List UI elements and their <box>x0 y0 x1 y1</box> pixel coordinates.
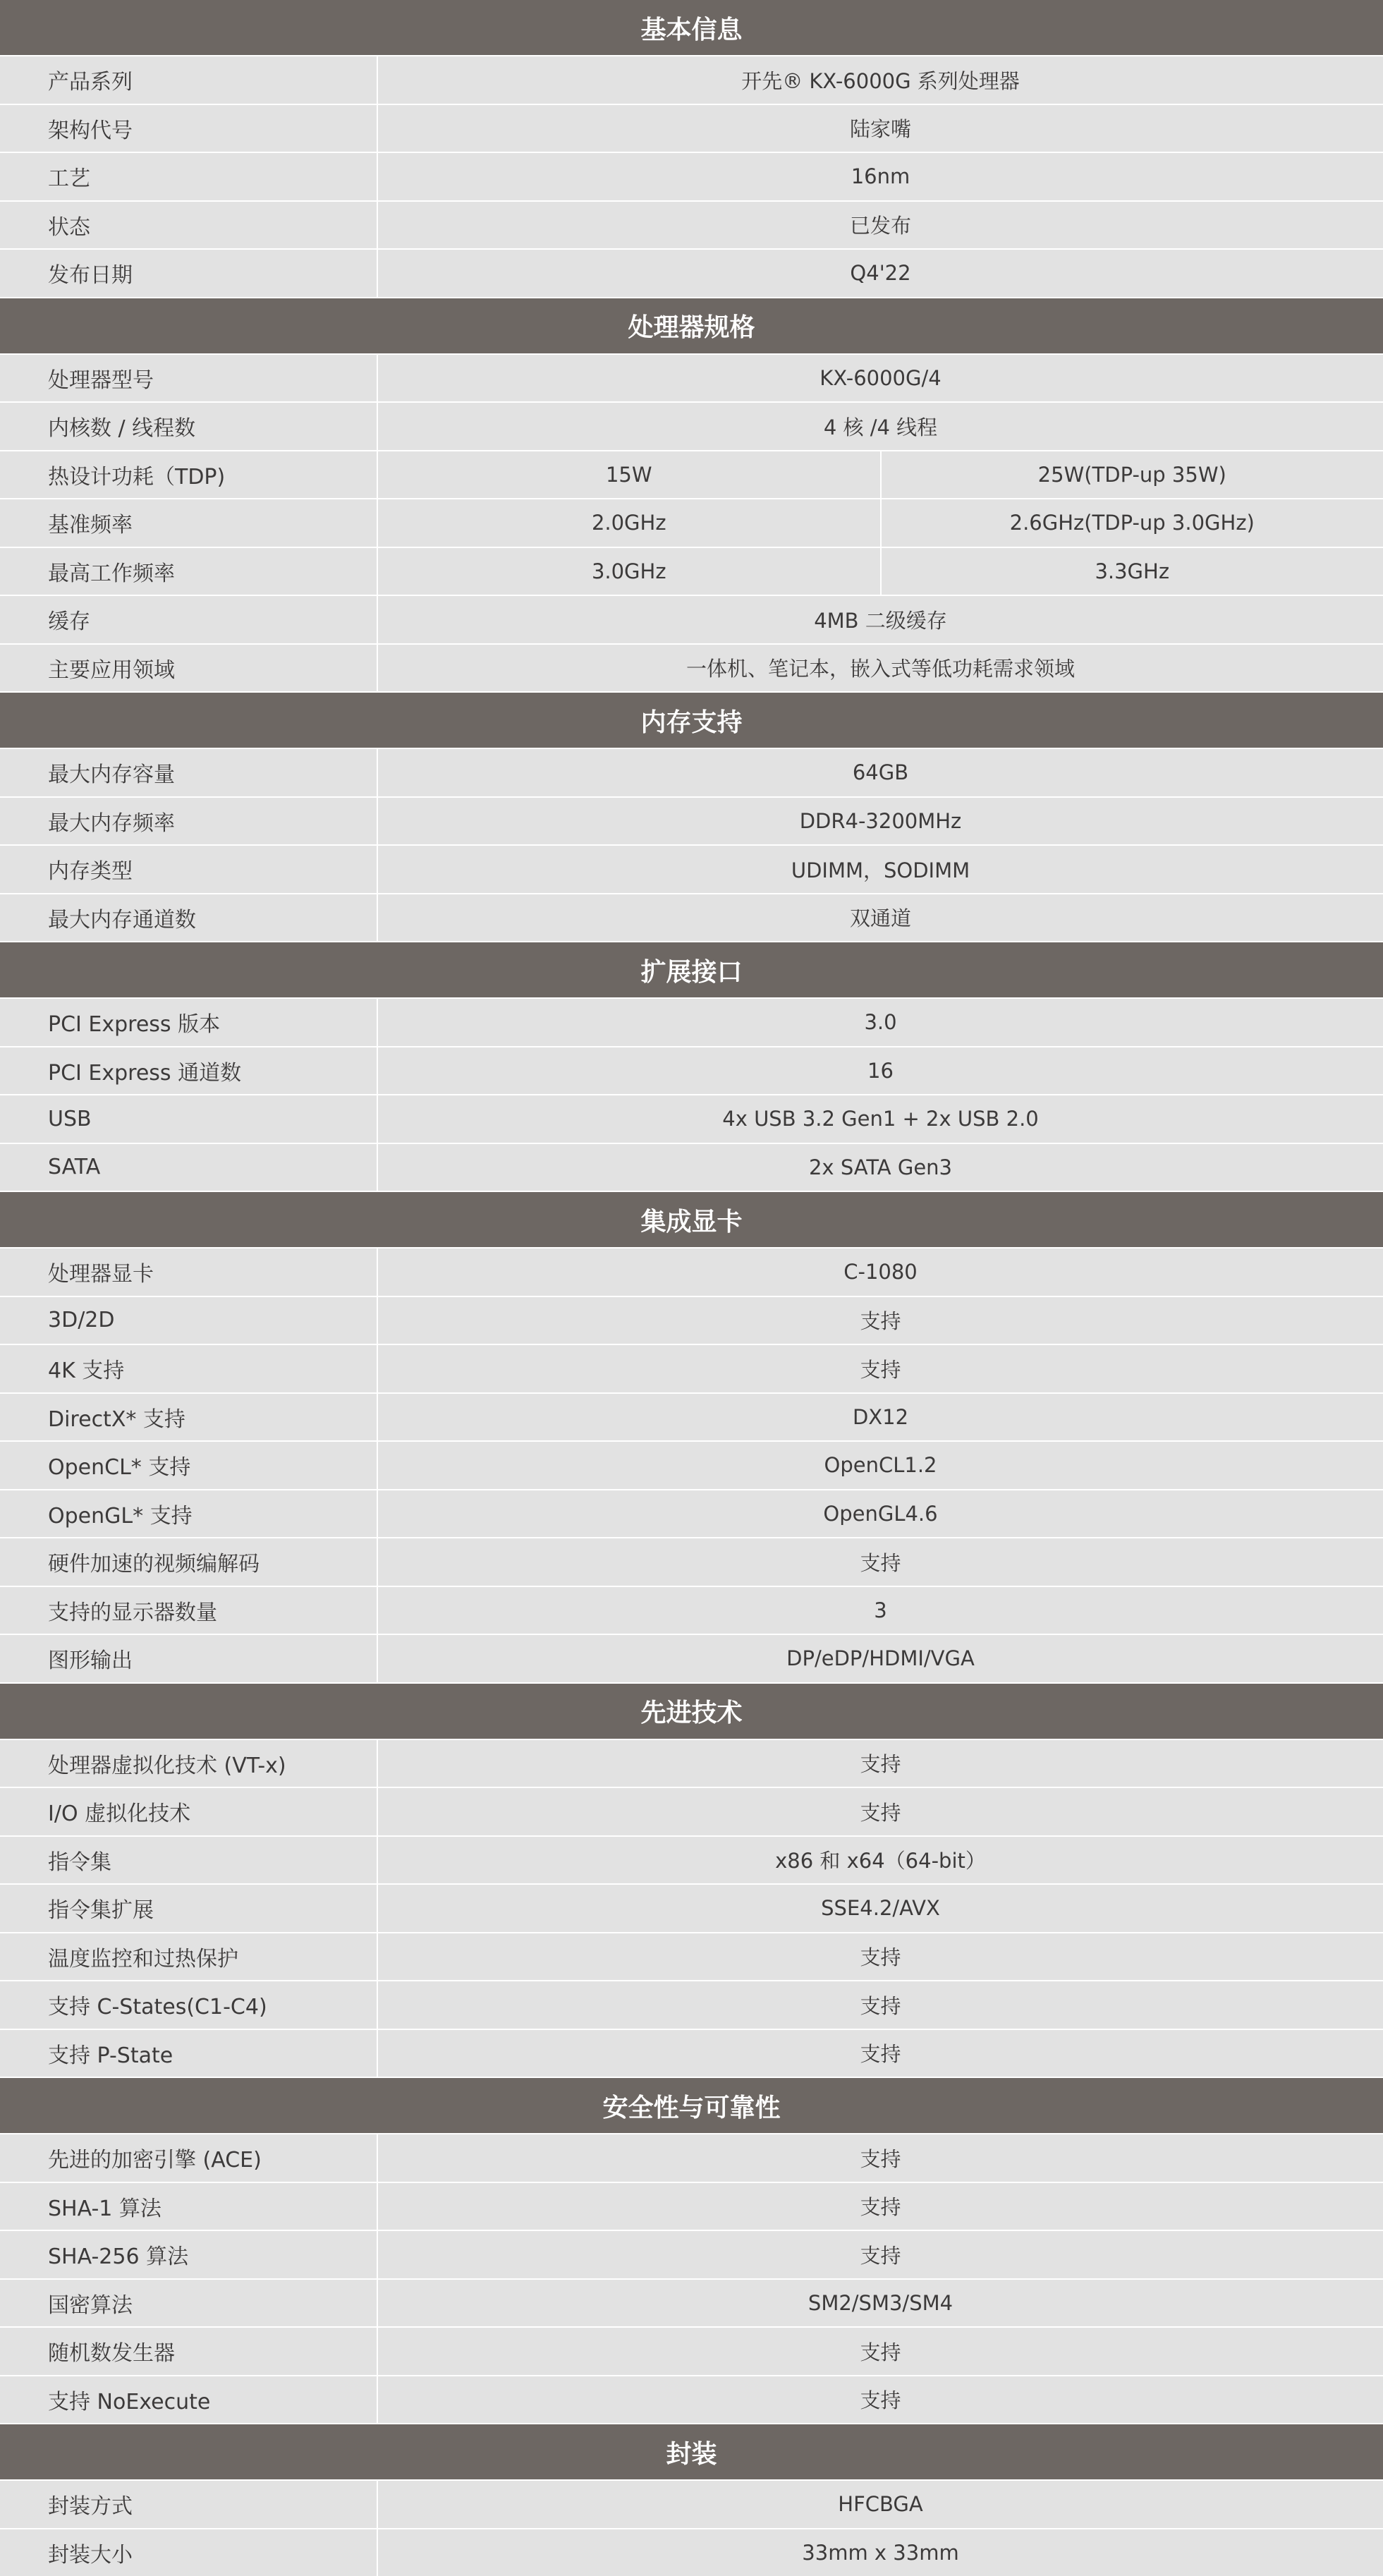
spec-row <box>0 1144 1383 1191</box>
spec-label: 架构代号 <box>0 105 377 152</box>
spec-row <box>0 451 1383 499</box>
spec-value: 支持 <box>378 2376 1383 2424</box>
spec-label: USB <box>0 1095 377 1143</box>
spec-value: x86 和 x64（64-bit） <box>378 1837 1383 1884</box>
section-header: 处理器规格 <box>0 298 1383 353</box>
spec-label: 指令集 <box>0 1837 377 1884</box>
spec-value: HFCBGA <box>378 2481 1383 2528</box>
spec-label: 主要应用领域 <box>0 645 377 692</box>
spec-label: 最大内存容量 <box>0 749 377 796</box>
spec-label: 封装方式 <box>0 2481 377 2528</box>
spec-row <box>0 1490 1383 1538</box>
spec-row <box>0 894 1383 942</box>
spec-label: 处理器虚拟化技术 (VT-x) <box>0 1740 377 1787</box>
spec-value: 支持 <box>378 2183 1383 2230</box>
spec-row <box>0 846 1383 893</box>
spec-label: SHA-1 算法 <box>0 2183 377 2230</box>
spec-label: 处理器显卡 <box>0 1248 377 1296</box>
spec-row <box>0 1933 1383 1981</box>
spec-value: 陆家嘴 <box>378 105 1383 152</box>
spec-value: 支持 <box>378 1538 1383 1586</box>
section-header: 扩展接口 <box>0 942 1383 997</box>
spec-value: 支持 <box>378 2231 1383 2278</box>
spec-label: 发布日期 <box>0 250 377 297</box>
spec-row <box>0 2231 1383 2278</box>
spec-value: KX-6000G/4 <box>378 355 1383 402</box>
spec-value: 4x USB 3.2 Gen1 + 2x USB 2.0 <box>378 1095 1383 1143</box>
spec-value: 4MB 二级缓存 <box>378 596 1383 643</box>
spec-value: SM2/SM3/SM4 <box>378 2280 1383 2327</box>
spec-label: 产品系列 <box>0 56 377 104</box>
spec-label: 硬件加速的视频编解码 <box>0 1538 377 1586</box>
spec-row <box>0 2376 1383 2424</box>
spec-row <box>0 202 1383 249</box>
spec-row <box>0 596 1383 643</box>
spec-value: 支持 <box>378 2030 1383 2077</box>
spec-label: 3D/2D <box>0 1297 377 1344</box>
spec-value: 双通道 <box>378 894 1383 942</box>
spec-row <box>0 1095 1383 1143</box>
spec-row <box>0 645 1383 692</box>
spec-value: SSE4.2/AVX <box>378 1885 1383 1932</box>
spec-label: DirectX* 支持 <box>0 1394 377 1441</box>
spec-label: OpenCL* 支持 <box>0 1442 377 1489</box>
spec-label: 最大内存频率 <box>0 798 377 845</box>
spec-label: 温度监控和过热保护 <box>0 1933 377 1981</box>
spec-label: 先进的加密引擎 (ACE) <box>0 2134 377 2182</box>
spec-label: OpenGL* 支持 <box>0 1490 377 1538</box>
spec-value: 2x SATA Gen3 <box>378 1144 1383 1191</box>
spec-row <box>0 355 1383 402</box>
spec-row <box>0 56 1383 104</box>
section-header: 安全性与可靠性 <box>0 2078 1383 2133</box>
spec-label: SATA <box>0 1144 377 1191</box>
spec-row <box>0 749 1383 796</box>
spec-value: Q4'22 <box>378 250 1383 297</box>
spec-value: DDR4-3200MHz <box>378 798 1383 845</box>
spec-row <box>0 2134 1383 2182</box>
spec-label: 缓存 <box>0 596 377 643</box>
spec-label: 随机数发生器 <box>0 2328 377 2375</box>
spec-value: 16nm <box>378 153 1383 200</box>
spec-label: 基准频率 <box>0 499 377 547</box>
section-header: 封装 <box>0 2424 1383 2479</box>
spec-value: 16 <box>378 1047 1383 1095</box>
spec-row <box>0 1538 1383 1586</box>
section-header: 内存支持 <box>0 693 1383 748</box>
spec-row <box>0 2030 1383 2077</box>
spec-row <box>0 2280 1383 2327</box>
spec-row <box>0 1047 1383 1095</box>
spec-row <box>0 250 1383 297</box>
spec-label: 热设计功耗（TDP) <box>0 451 377 499</box>
spec-label: 4K 支持 <box>0 1345 377 1392</box>
spec-row <box>0 1442 1383 1489</box>
spec-value: 3.0 <box>378 999 1383 1046</box>
spec-label: 状态 <box>0 202 377 249</box>
spec-value: OpenCL1.2 <box>378 1442 1383 1489</box>
spec-value: 支持 <box>378 1981 1383 2029</box>
spec-value: 开先® KX-6000G 系列处理器 <box>378 56 1383 104</box>
spec-value: 支持 <box>378 2134 1383 2182</box>
spec-label: 图形输出 <box>0 1635 377 1682</box>
spec-value: DX12 <box>378 1394 1383 1441</box>
spec-row <box>0 798 1383 845</box>
spec-label: 最大内存通道数 <box>0 894 377 942</box>
spec-row <box>0 2328 1383 2375</box>
spec-label: 工艺 <box>0 153 377 200</box>
spec-row <box>0 105 1383 152</box>
spec-value: 支持 <box>378 1345 1383 1392</box>
spec-value: 4 核 /4 线程 <box>378 403 1383 450</box>
spec-value: 支持 <box>378 1297 1383 1344</box>
spec-row <box>0 548 1383 595</box>
spec-value: UDIMM，SODIMM <box>378 846 1383 893</box>
spec-value: C-1080 <box>378 1248 1383 1296</box>
spec-row <box>0 1297 1383 1344</box>
spec-value: DP/eDP/HDMI/VGA <box>378 1635 1383 1682</box>
spec-label: 处理器型号 <box>0 355 377 402</box>
spec-row <box>0 2529 1383 2576</box>
spec-row <box>0 1248 1383 1296</box>
spec-value: 支持 <box>378 1740 1383 1787</box>
spec-value: 一体机、笔记本，嵌入式等低功耗需求领域 <box>378 645 1383 692</box>
spec-label: 内存类型 <box>0 846 377 893</box>
spec-label: 封装大小 <box>0 2529 377 2576</box>
spec-value: 2.6GHz(TDP-up 3.0GHz) <box>882 499 1383 547</box>
spec-label: 支持 NoExecute <box>0 2376 377 2424</box>
spec-label: 支持 P-State <box>0 2030 377 2077</box>
spec-row <box>0 153 1383 200</box>
spec-row <box>0 2481 1383 2528</box>
spec-row <box>0 999 1383 1046</box>
spec-label: 最高工作频率 <box>0 548 377 595</box>
spec-value: 33mm x 33mm <box>378 2529 1383 2576</box>
section-header: 先进技术 <box>0 1684 1383 1739</box>
spec-row <box>0 1981 1383 2029</box>
spec-row <box>0 1345 1383 1392</box>
section-header: 集成显卡 <box>0 1192 1383 1247</box>
spec-label: PCI Express 通道数 <box>0 1047 377 1095</box>
spec-label: SHA-256 算法 <box>0 2231 377 2278</box>
spec-value: 64GB <box>378 749 1383 796</box>
spec-row <box>0 403 1383 450</box>
spec-row <box>0 1635 1383 1682</box>
spec-label: PCI Express 版本 <box>0 999 377 1046</box>
section-header: 基本信息 <box>0 0 1383 55</box>
spec-value: 支持 <box>378 2328 1383 2375</box>
spec-value: 25W(TDP-up 35W) <box>882 451 1383 499</box>
spec-row <box>0 499 1383 547</box>
spec-row <box>0 1587 1383 1634</box>
spec-label: 指令集扩展 <box>0 1885 377 1932</box>
spec-value: 3.0GHz <box>378 548 880 595</box>
spec-row <box>0 1788 1383 1835</box>
spec-value: 支持 <box>378 1933 1383 1981</box>
spec-row <box>0 1837 1383 1884</box>
spec-row <box>0 1394 1383 1441</box>
spec-row <box>0 2183 1383 2230</box>
spec-value: 支持 <box>378 1788 1383 1835</box>
spec-value: 已发布 <box>378 202 1383 249</box>
spec-row <box>0 1885 1383 1932</box>
spec-label: I/O 虚拟化技术 <box>0 1788 377 1835</box>
spec-label: 支持 C-States(C1-C4) <box>0 1981 377 2029</box>
spec-value: 3.3GHz <box>882 548 1383 595</box>
spec-value: OpenGL4.6 <box>378 1490 1383 1538</box>
spec-value: 2.0GHz <box>378 499 880 547</box>
spec-value: 15W <box>378 451 880 499</box>
spec-label: 内核数 / 线程数 <box>0 403 377 450</box>
spec-label: 国密算法 <box>0 2280 377 2327</box>
spec-value: 3 <box>378 1587 1383 1634</box>
spec-label: 支持的显示器数量 <box>0 1587 377 1634</box>
spec-row <box>0 1740 1383 1787</box>
